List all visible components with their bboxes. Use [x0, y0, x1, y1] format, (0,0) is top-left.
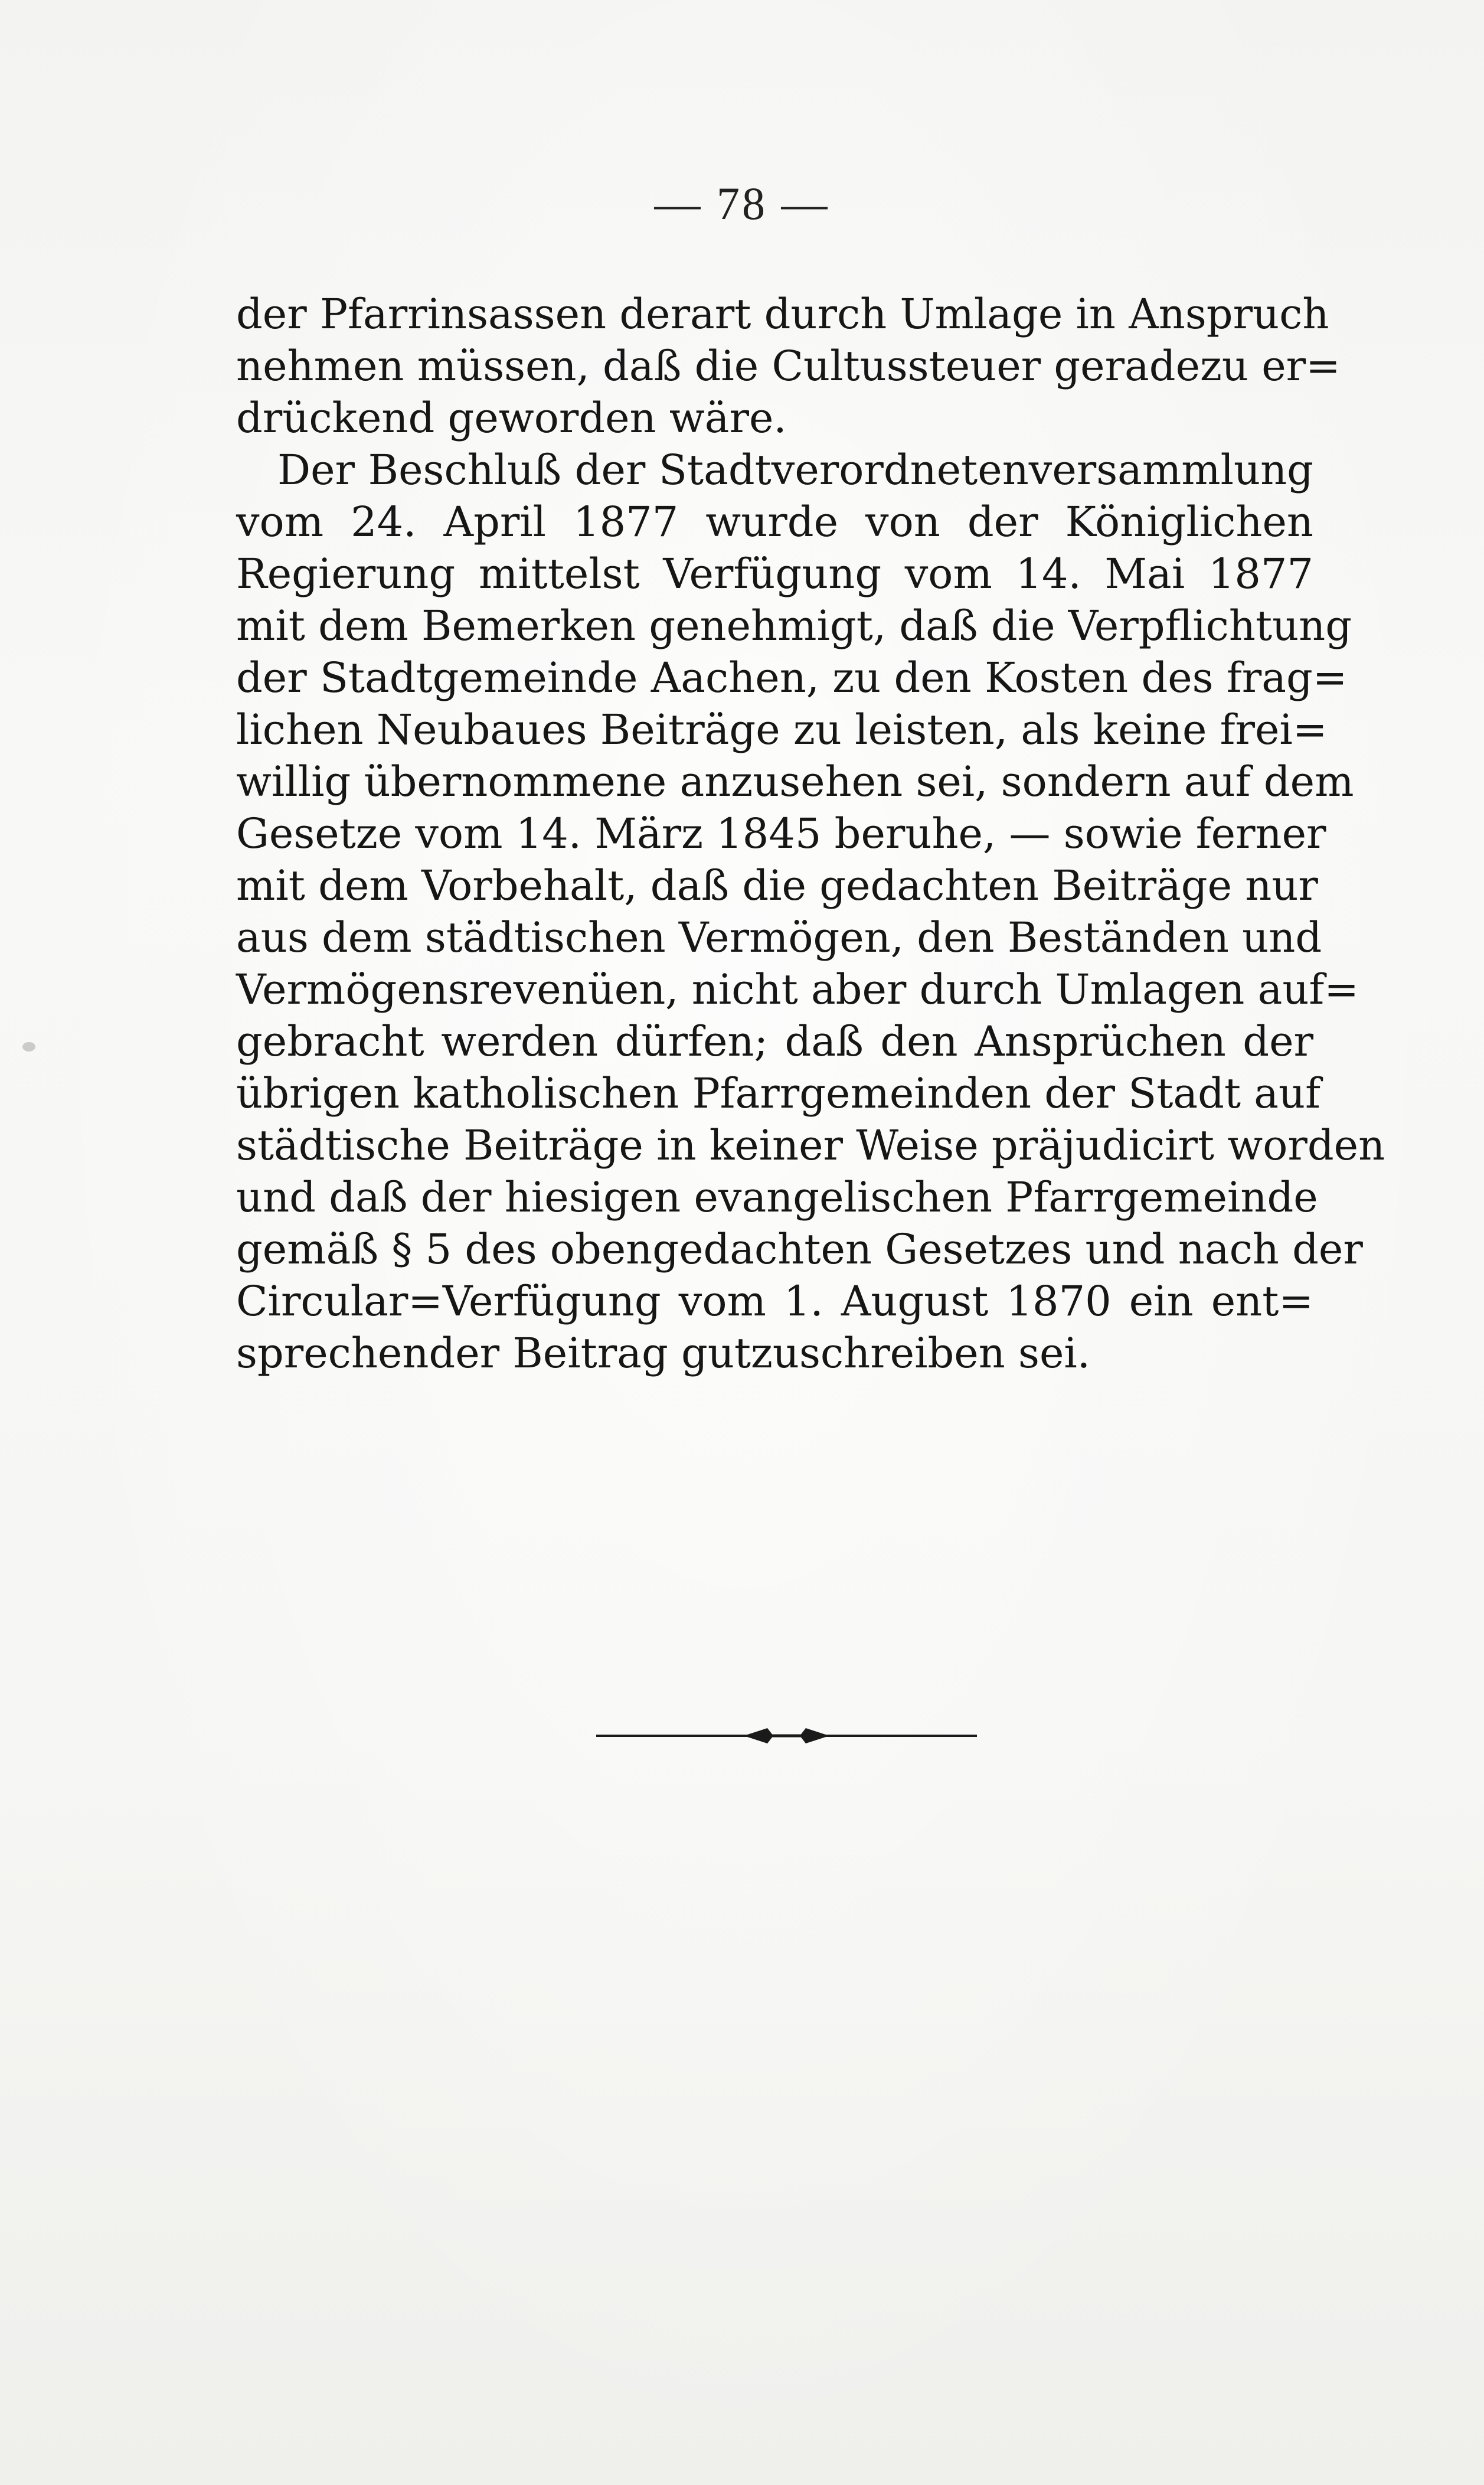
- text-line: städtische Beiträge in keiner Weise präjudicirt worden: [236, 1121, 1385, 1170]
- text-line: drückend geworden wäre.: [236, 394, 787, 442]
- text-line: gemäß § 5 des obengedachten Gesetzes und nach der: [236, 1225, 1363, 1273]
- paragraph-decision: [236, 444, 1385, 1379]
- text-line: Der Beschluß der Stadtverordnetenversammlung: [277, 446, 1313, 494]
- double-arrow-rule-icon: [596, 1715, 977, 1756]
- ink-smudge: [22, 1042, 35, 1052]
- paragraph-continued: [236, 288, 1341, 444]
- text-line: nehmen müssen, daß die Cultussteuer geradezu er=: [236, 342, 1341, 390]
- text-line: der Stadtgemeinde Aachen, zu den Kosten des frag=: [236, 654, 1348, 702]
- text-line: gebracht werden dürfen; daß den Ansprüchen der: [236, 1017, 1313, 1066]
- text-line: Gesetze vom 14. März 1845 beruhe, — sowie ferner: [236, 809, 1326, 858]
- text-line: Vermögensrevenüen, nicht aber durch Umlagen auf=: [236, 965, 1359, 1014]
- text-line: übrigen katholischen Pfarrgemeinden der Stadt auf: [236, 1069, 1320, 1118]
- text-line: aus dem städtischen Vermögen, den Beständen und: [236, 913, 1322, 962]
- text-line: willig übernommene anzusehen sei, sondern auf dem: [236, 757, 1354, 806]
- text-line: Circular=Verfügung vom 1. August 1870 ein ent=: [236, 1277, 1313, 1325]
- text-line: und daß der hiesigen evangelischen Pfarrgemeinde: [236, 1173, 1318, 1222]
- text-line: sprechender Beitrag gutzuschreiben sei.: [236, 1329, 1091, 1377]
- text-line: lichen Neubaues Beiträge zu leisten, als keine frei=: [236, 706, 1328, 754]
- body-text: [236, 288, 1385, 1379]
- page-number: — 78 —: [654, 178, 830, 229]
- text-line: mit dem Bemerken genehmigt, daß die Verpflichtung: [236, 602, 1352, 650]
- text-line: vom 24. April 1877 wurde von der Königlichen: [236, 498, 1313, 546]
- text-line: Regierung mittelst Verfügung vom 14. Mai 1877: [236, 550, 1313, 598]
- text-line: der Pfarrinsassen derart durch Umlage in Anspruch: [236, 290, 1329, 338]
- text-line: mit dem Vorbehalt, daß die gedachten Beiträge nur: [236, 861, 1318, 910]
